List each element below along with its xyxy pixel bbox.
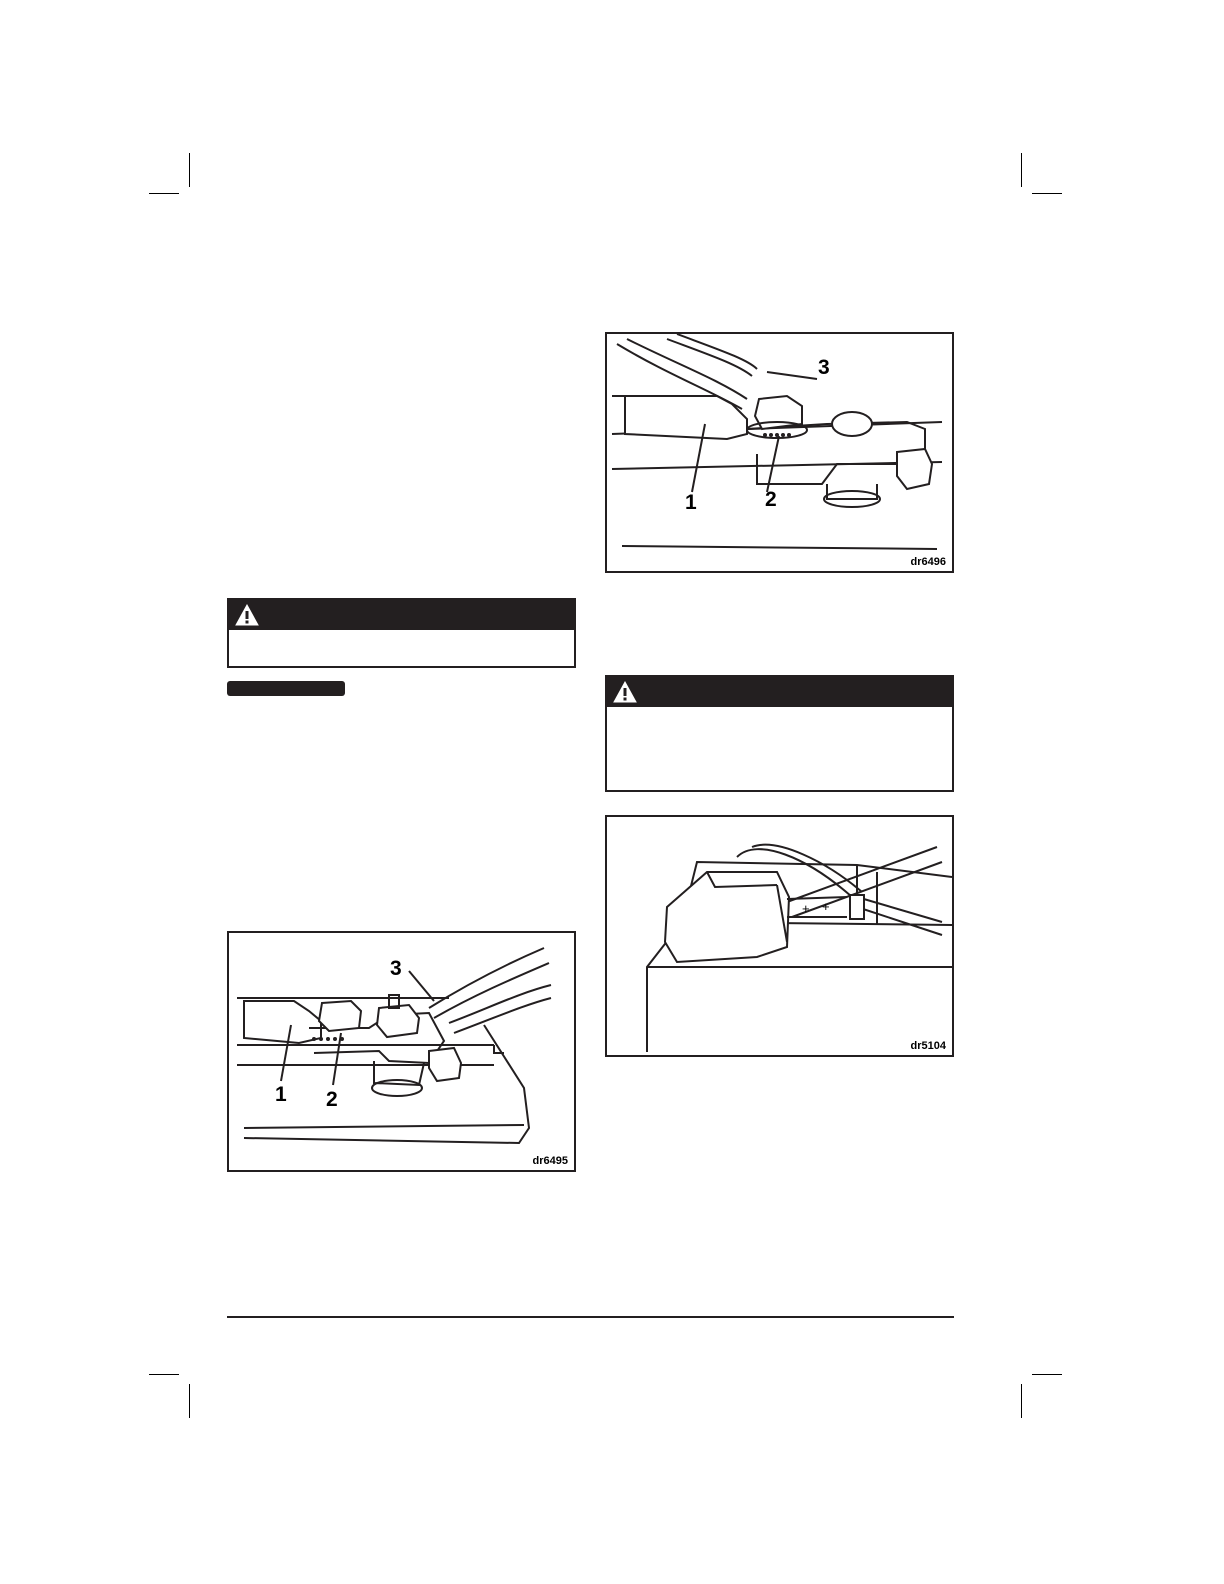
callout-1: 1 (685, 491, 697, 514)
figure-code: dr5104 (910, 1040, 946, 1052)
terminal-cover-illustration (607, 817, 952, 1055)
warning-header (607, 677, 952, 707)
callout-1: 1 (275, 1083, 287, 1106)
warning-header (229, 600, 574, 630)
callout-2: 2 (326, 1088, 338, 1111)
crop-mark-bottom-right-vertical (1021, 1384, 1022, 1418)
figure-code: dr6495 (532, 1155, 568, 1167)
warning-box (605, 675, 954, 792)
terminal-mark-plus: + (822, 899, 830, 914)
figure-battery-terminal-top (605, 332, 954, 573)
crop-mark-bottom-right-horizontal (1032, 1374, 1062, 1375)
callout-3: 3 (818, 356, 830, 379)
figure-battery-terminal-side (227, 931, 576, 1172)
figure-code: dr6496 (910, 556, 946, 568)
crop-mark-bottom-left-vertical (189, 1384, 190, 1418)
battery-terminal-illustration (607, 334, 952, 571)
warning-triangle-icon (235, 604, 259, 626)
battery-terminal-illustration (229, 933, 574, 1170)
crop-mark-top-left-vertical (189, 153, 190, 187)
section-label-bar (227, 681, 345, 696)
warning-box (227, 598, 576, 668)
callout-2: 2 (765, 488, 777, 511)
terminal-mark-plus: + (802, 901, 810, 916)
crop-mark-top-left-horizontal (149, 193, 179, 194)
footer-rule (227, 1316, 954, 1318)
warning-triangle-icon (613, 681, 637, 703)
figure-terminal-cover (605, 815, 954, 1057)
crop-mark-top-right-horizontal (1032, 193, 1062, 194)
crop-mark-top-right-vertical (1021, 153, 1022, 187)
crop-mark-bottom-left-horizontal (149, 1374, 179, 1375)
callout-3: 3 (390, 957, 402, 980)
